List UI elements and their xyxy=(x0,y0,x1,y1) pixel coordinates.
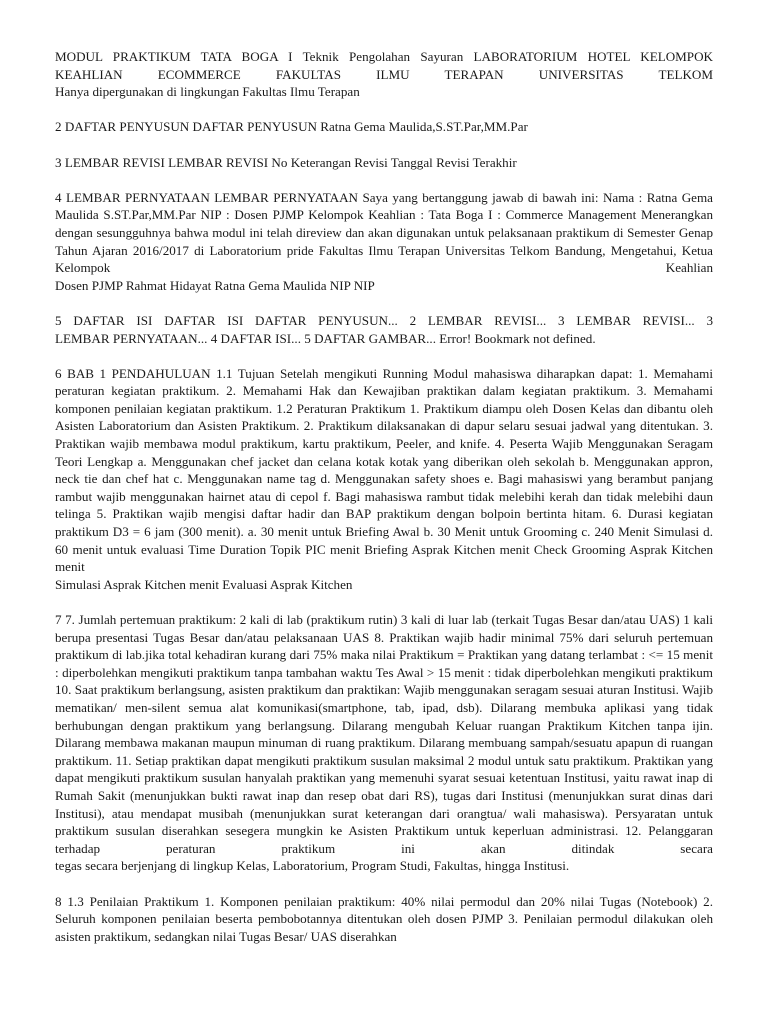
paragraph-2 xyxy=(55,118,713,136)
paragraph-last-line: 3 LEMBAR REVISI LEMBAR REVISI No Keterangan Revisi Tanggal Revisi Terakhir xyxy=(55,154,517,170)
paragraph-7 xyxy=(55,611,713,875)
paragraph-last-line: Hanya dipergunakan di lingkungan Fakultas Ilmu Terapan xyxy=(55,84,360,100)
paragraph-last-line: tegas secara berjenjang di lingkup Kelas, Laboratorium, Program Studi, Fakultas, hingga Institusi. xyxy=(55,858,570,874)
paragraph-last-line: 2 DAFTAR PENYUSUN DAFTAR PENYUSUN Ratna Gema Maulida,S.ST.Par,MM.Par xyxy=(55,119,528,135)
paragraph-body: MODUL PRAKTIKUM TATA BOGA I Teknik Pengolahan Sayuran LABORATORIUM HOTEL KELOMPOK KEAHLIAN ECOMMERCE FAKULTAS ILMU TERAPAN UNIVERSITAS TELKOM xyxy=(55,49,713,82)
paragraph-5 xyxy=(55,312,713,347)
paragraph-body: 5 DAFTAR ISI DAFTAR ISI DAFTAR PENYUSUN... 2 LEMBAR REVISI... 3 LEMBAR REVISI... 3 xyxy=(55,312,713,328)
paragraph-last-line: Simulasi Asprak Kitchen menit Evaluasi Asprak Kitchen xyxy=(55,576,353,592)
paragraph-4 xyxy=(55,189,713,295)
paragraph-8 xyxy=(55,893,713,946)
paragraph-1 xyxy=(55,48,713,101)
paragraph-last-line: Dosen PJMP Rahmat Hidayat Ratna Gema Maulida NIP NIP xyxy=(55,277,375,293)
paragraph-body: 6 BAB 1 PENDAHULUAN 1.1 Tujuan Setelah mengikuti Running Modul mahasiswa diharapkan dapat: 1. Memahami peraturan kegiatan praktikum. 2. Memahami Hak dan Kewajiban praktikan dalam kegiatan praktikum. 3. Memahami komponen penilaian kegiatan praktikum. 1.2 Peraturan Praktikum 1. Praktikum diampu oleh Dosen Kelas dan dibantu oleh Asisten Laboratorium dan Asisten Praktikum. 2. Praktikum dilaksanakan di dapur selaru sesuai jadwal yang ditentukan. 3. Praktikan wajib membawa modul praktikum, kartu praktikum, Peeler, and knife. 4. Peserta Wajib Menggunakan Seragam Teori Lengkap a. Menggunakan chef jacket dan celana kotak kotak yang diberikan oleh sekolah b. Menggunakan appron, neck tie dan chef hat c. Menggunakan name tag d. Menggunakan safety shoes e. Bagi mahasiswi yang berambut panjang rambut wajib menggunakan hairnet atau di cepol f. Bagi mahasiswa rambut tidak melebihi kerah dan tidak melebihi daun telinga 5. Praktikan wajib mengisi daftar hadir dan BAP praktikum dengan bolpoin bertinta hitam. 6. Durasi kegiatan praktikum D3 = 6 jam (300 menit). a. 30 menit untuk Briefing Awal b. 30 Menit untuk Grooming c. 240 Menit Simulasi d. 60 menit untuk evaluasi Time Duration Topik PIC menit Briefing Asprak Kitchen menit Check Grooming Asprak Kitchen menit xyxy=(55,365,713,575)
paragraph-body: 4 LEMBAR PERNYATAAN LEMBAR PERNYATAAN Saya yang bertanggung jawab di bawah ini: Nama : Ratna Gema Maulida S.ST.Par,MM.Par NIP : Dosen PJMP Kelompok Keahlian : Tata Boga I : Commerce Management Menerangkan dengan sesungguhnya bahwa modul ini telah direview dan akan digunakan untuk pelaksanaan praktikum di Semester Genap Tahun Ajaran 2016/2017 di Laboratorium pride Fakultas Ilmu Terapan Universitas Telkom Bandung, Mengetahui, Ketua Kelompok Keahlian xyxy=(55,189,713,276)
paragraph-3 xyxy=(55,154,713,172)
paragraph-body: 7 7. Jumlah pertemuan praktikum: 2 kali di lab (praktikum rutin) 3 kali di luar lab (terkait Tugas Besar dan/atau UAS) 1 kali berupa presentasi Tugas Besar dan/atau pelaksanaan UAS 8. Praktikan wajib hadir minimal 75% dari seluruh pertemuan praktikum di lab.jika total kehadiran kurang dari 75% maka nilai Praktikum = Praktikan yang datang terlambat : <= 15 menit : diperbolehkan mengikuti praktikum tanpa tambahan waktu Tes Awal > 15 menit : tidak diperbolehkan mengikuti praktikum 10. Saat praktikum berlangsung, asisten praktikum dan praktikan: Wajib menggunakan seragam sesuai aturan Institusi. Wajib mematikan/ men-silent semua alat komunikasi(smartphone, tab, ipad, dsb). Dilarang membuka aplikasi yang tidak berhubungan dengan praktikum yang berlangsung. Dilarang mengubah Keluar ruangan Praktikum Kitchen tanpa ijin. Dilarang membawa makanan maupun minuman di ruang praktikum. Dilarang membuang sampah/sesuatu apapun di ruangan praktikum. 11. Setiap praktikan dapat mengikuti praktikum susulan maksimal 2 modul untuk satu praktikum. Praktikan yang dapat mengikuti praktikum susulan hanyalah praktikan yang memenuhi syarat sesuai ketentuan Institusi, yaitu rawat inap di Rumah Sakit (menunjukkan bukti rawat inap dan resep obat dari RS), tugas dari Institusi (menunjukkan surat dinas dari Institusi), atau mendapat musibah (menunjukkan surat keterangan dari orangtua/ wali mahasiswa). Persyaratan untuk praktikum susulan diserahkan sesegera mungkin ke Asisten Praktikum untuk keperluan administrasi. 12. Pelanggaran terhadap peraturan praktikum ini akan ditindak secara xyxy=(55,612,713,856)
paragraph-last-line: LEMBAR PERNYATAAN... 4 DAFTAR ISI... 5 DAFTAR GAMBAR... Error! Bookmark not defined. xyxy=(55,330,596,346)
paragraph-6 xyxy=(55,365,713,594)
paragraph-body: 8 1.3 Penilaian Praktikum 1. Komponen penilaian praktikum: 40% nilai permodul dan 20% nilai Tugas (Notebook) 2. Seluruh komponen penilaian beserta pembobotannya ditentukan oleh dosen PJMP 3. Penilaian permodul dilakukan oleh asisten praktikum, sedangkan nilai Tugas Besar/ UAS diserahkan xyxy=(55,893,713,944)
